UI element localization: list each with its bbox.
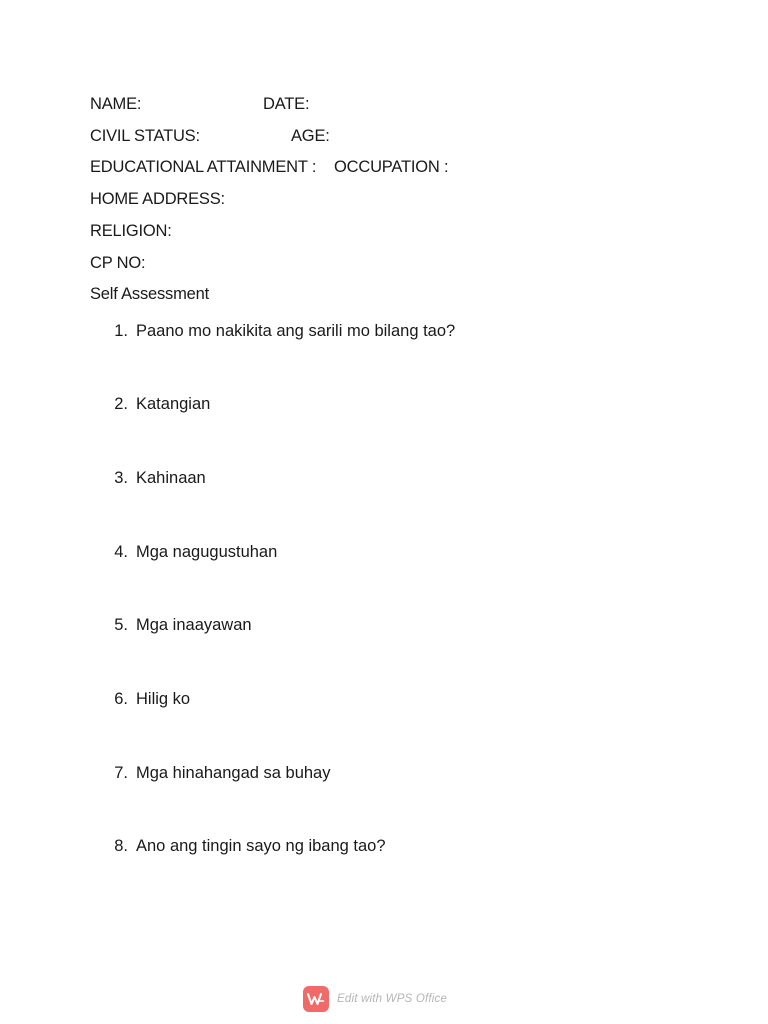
section-title: Self Assessment (90, 285, 209, 303)
civil-status-label: CIVIL STATUS: (90, 127, 200, 145)
watermark-text: Edit with WPS Office (337, 992, 448, 1005)
cp-no-label: CP NO: (90, 254, 146, 272)
question-text: Mga nagugustuhan (136, 543, 278, 561)
question-number: 6. (114, 690, 128, 708)
religion-label: RELIGION: (90, 222, 172, 240)
question-number: 1. (114, 322, 128, 340)
question-text: Mga hinahangad sa buhay (136, 764, 331, 782)
question-text: Ano ang tingin sayo ng ibang tao? (136, 837, 386, 855)
name-label: NAME: (90, 95, 142, 113)
question-number: 8. (114, 837, 128, 855)
question-number: 2. (114, 395, 128, 413)
question-text: Kahinaan (136, 469, 206, 487)
date-label: DATE: (263, 95, 310, 113)
question-number: 3. (114, 469, 128, 487)
home-address-label: HOME ADDRESS: (90, 190, 225, 208)
age-label: AGE: (291, 127, 330, 145)
question-text: Katangian (136, 395, 211, 413)
occupation-label: OCCUPATION : (334, 158, 449, 176)
question-number: 7. (114, 764, 128, 782)
wps-watermark (303, 985, 447, 1012)
question-text: Paano mo nakikita ang sarili mo bilang tao? (136, 322, 456, 340)
question-number: 4. (114, 543, 128, 561)
wps-logo-icon (303, 986, 329, 1012)
educational-attainment-label: EDUCATIONAL ATTAINMENT : (90, 158, 317, 176)
question-text: Hilig ko (136, 690, 191, 708)
question-text: Mga inaayawan (136, 616, 252, 634)
question-number: 5. (114, 616, 128, 634)
